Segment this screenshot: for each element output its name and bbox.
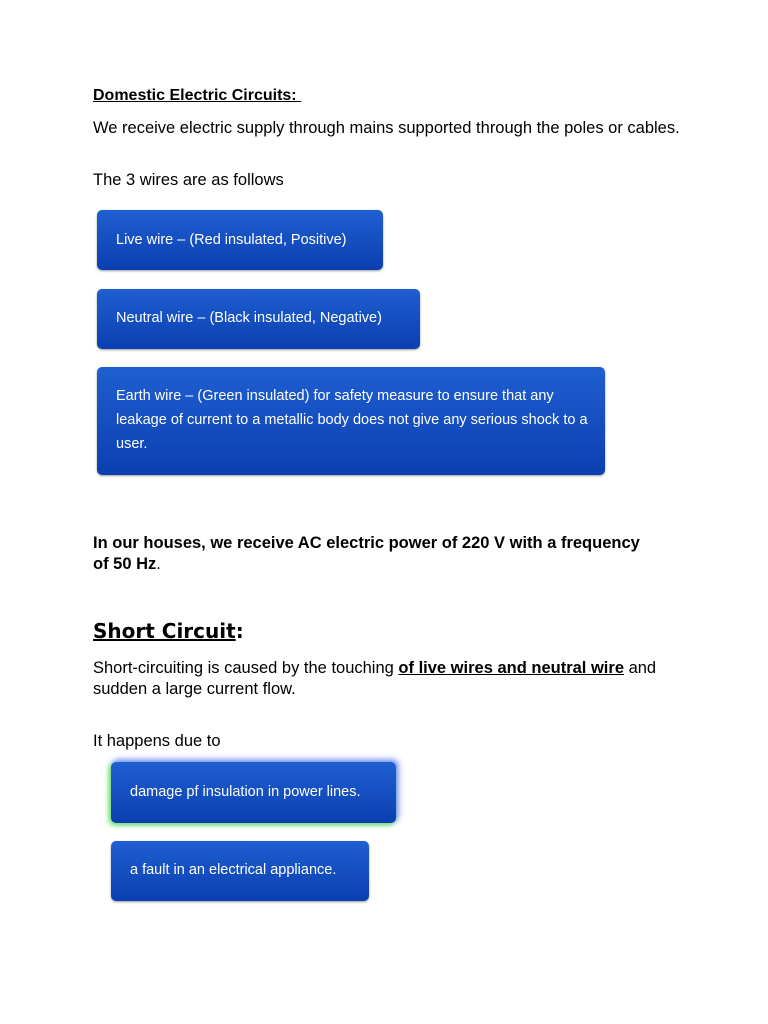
wires-intro-text: The 3 wires are as follows xyxy=(93,171,284,189)
supply-intro-text: We receive electric supply through mains supported through the poles or cables. xyxy=(93,119,680,137)
domestic-circuits-heading: Domestic Electric Circuits: xyxy=(93,87,302,104)
cause-insulation-box: damage pf insulation in power lines. xyxy=(111,762,396,823)
short-circuit-heading xyxy=(93,619,244,643)
happens-intro-text: It happens due to xyxy=(93,732,221,750)
short-circuit-text-start: Short-circuiting is caused by the touching xyxy=(93,659,399,677)
neutral-wire-box: Neutral wire – (Black insulated, Negative) xyxy=(97,289,420,349)
short-circuit-title: Short Circuit xyxy=(93,619,236,643)
short-circuit-colon: : xyxy=(235,619,244,643)
power-info-bold: In our houses, we receive AC electric power of 220 V with a frequency of 50 Hz xyxy=(93,534,640,573)
earth-wire-box: Earth wire – (Green insulated) for safety measure to ensure that any leakage of current to a metallic body does not give any serious shock to a user. xyxy=(97,367,605,475)
short-circuit-text-end: and sudden a large current flow. xyxy=(93,659,657,698)
cause-appliance-box: a fault in an electrical appliance. xyxy=(111,841,369,901)
power-info-text xyxy=(93,533,653,575)
short-circuit-description xyxy=(93,658,693,700)
short-circuit-text-underlined: of live wires and neutral wire xyxy=(398,659,624,677)
power-info-period: . xyxy=(156,555,161,573)
live-wire-box: Live wire – (Red insulated, Positive) xyxy=(97,210,383,270)
